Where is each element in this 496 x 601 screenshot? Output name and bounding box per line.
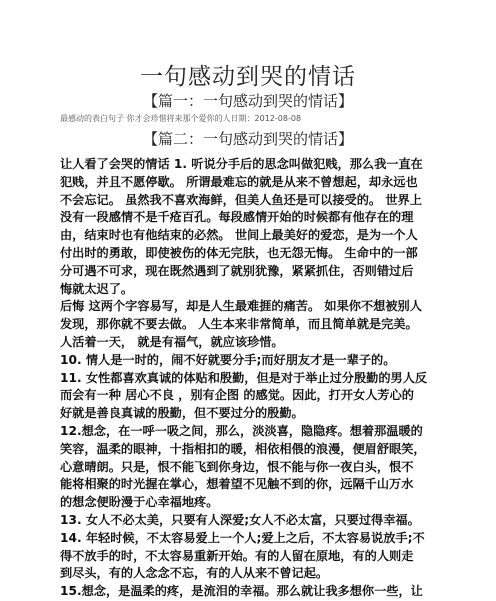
text-line: 分可遇不可求，现在既然遇到了就别犹豫，紧紧抓住，否则错过后 <box>60 263 414 278</box>
text-line: 15.想念，是温柔的疼，是流泪的幸福。那么就让我多想你一些，让 <box>60 584 423 599</box>
text-line: 13. 女人不必太美，只要有人深爱;女人不必太富，只要过得幸福。 <box>60 512 420 527</box>
text-line: 好就是善良真诚的殷勤，但不要过分的殷勤。 <box>60 406 304 421</box>
text-line: 到尽头，有的人念念不忘，有的人从来不曾记起。 <box>60 566 329 581</box>
text-line: 让人看了会哭的情话 1. 听说分手后的思念叫做犯贱，那么我一直在 <box>60 157 423 171</box>
text-line: 不会忘记。 虽然我不喜欢海鲜，但美人鱼还是可以接受的。 世界上 <box>60 192 422 207</box>
section-heading-1: 【篇一：一句感动到哭的情话】 <box>142 92 353 110</box>
text-line: 的想念便盼漫于心幸福地疼。 <box>60 495 219 510</box>
meta-line: 最感动的表白句子 你才会珍惜将来那个爱你的人日期：2012-08-08 <box>60 114 302 123</box>
text-line: 悔就太迟了。 <box>60 281 134 296</box>
text-line: 12.想念，在一呼一吸之间，那么，淡淡喜，隐隐疼。想着那温暖的 <box>60 423 423 438</box>
text-line: 没有一段感情不是千疮百孔。每段感情开始的时候都有他存在的理 <box>60 210 414 225</box>
text-line: 发现，那你就不要去做。 人生本来非常简单，而且简单就是完美。 <box>60 317 418 332</box>
text-line: 付出时的勇敢，即使被伤的体无完肤，也无怨无悔。 生命中的一部 <box>60 245 418 260</box>
text-line: 而会有一种 居心不良 ，别有企图 的感觉。因此，打开女人芳心的 <box>60 388 414 403</box>
text-line: 犯贱，并且不愿停歇。 所谓最难忘的就是从来不曾想起，却永远也 <box>60 174 418 189</box>
text-line: 后悔 这两个字容易写，却是人生最难捱的痛苦。 如果你不想被别人 <box>60 299 422 314</box>
text-line: 人活着一天， 就是有福气，就应该珍惜。 <box>60 334 284 349</box>
text-line: 11. 女性都喜欢真诚的体贴和殷勤，但是对于举止过分殷勤的男人反 <box>60 370 428 385</box>
text-line: 得不放手的时，不太容易重新开始。有的人留在原地，有的人则走 <box>60 548 414 563</box>
text-line: 10. 情人是一时的，闹不好就要分手;而好朋友才是一辈子的。 <box>60 352 396 367</box>
text-line: 心意晴朗。只是，恨不能飞到你身边，恨不能与你一夜白头，恨不 <box>60 459 414 474</box>
text-line: 由，结束时也有他结束的必然。 世间上最美好的爱恋，是为一个人 <box>60 228 418 243</box>
text-line: 笑容，温柔的眼神，十指相扣的暖，相依相偎的浪漫，便眉舒眼笑， <box>60 441 426 456</box>
body-text <box>60 156 446 601</box>
section-heading-2: 【篇二：一句感动到哭的情话】 <box>142 130 353 148</box>
document-title: 一句感动到哭的情话 <box>140 64 356 90</box>
text-line: 14. 年轻时候，不太容易爱上一个人;爱上之后，不太容易说放手;不 <box>60 530 425 545</box>
text-line: 能将相聚的时光握在掌心，想着望不见触不到的你，远隔千山万水 <box>60 477 414 492</box>
